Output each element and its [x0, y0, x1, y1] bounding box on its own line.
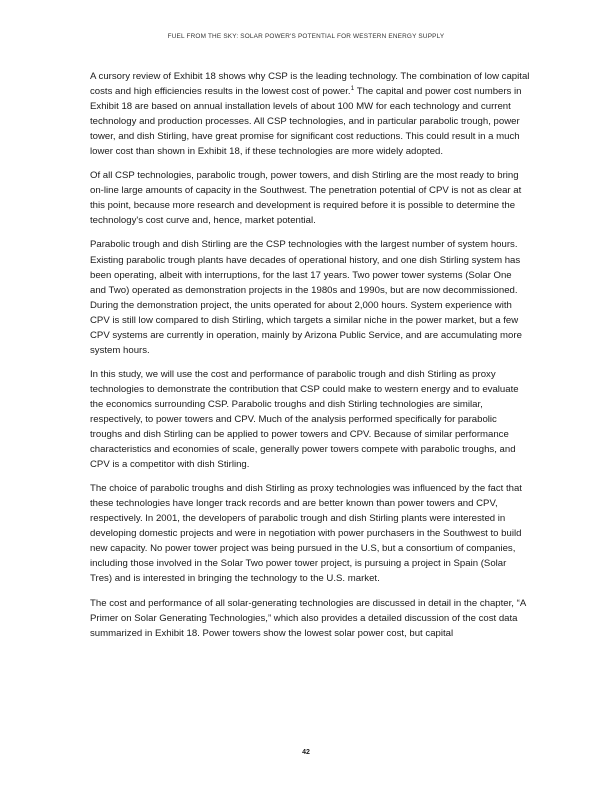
footnote-reference[interactable]: 1 [350, 84, 355, 92]
paragraph-text: A cursory review of Exhibit 18 shows why CSP is the leading technology. The combination of low capital costs and high efficiencies results in the lowest cost of power. [90, 71, 530, 98]
running-header: FUEL FROM THE SKY: SOLAR POWER'S POTENTIAL FOR WESTERN ENERGY SUPPLY [167, 33, 445, 40]
paragraph-csp-leading [90, 69, 530, 159]
paragraph-system-hours: Parabolic trough and dish Stirling are the CSP technologies with the largest number of system hours. Existing parabolic trough plants have decades of operational history, and one dish Stirling system has been operating, albeit with interruptions, for the last 17 years. Two power tower systems (Solar One and Two) operated as demonstration projects in the 1980s and 1990s, but are now decommissioned. During the demonstration project, the units operated for about 2,000 hours. System experience with CPV is still low compared to dish Stirling, which targets a similar niche in the power market, but a few CPV systems are currently in operation, mainly by Arizona Public Service, and are accumulating more system hours. [90, 239, 522, 356]
paragraph-cost-performance: The cost and performance of all solar-generating technologies are discussed in detail in the chapter, “A Primer on Solar Generating Technologies,” which also provides a detailed discussion of the cost data summarized in Exhibit 18. Power towers show the lowest solar power cost, but capital [90, 597, 526, 639]
paragraph-text: The capital and power cost numbers in Exhibit 18 are based on annual installation levels of about 100 MW for each technology and current technology and production processes. All CSP technologies, and in particular parabolic trough, power tower, and dish Stirling, have great promise for significant cost reductions. This could result in a much lower cost than shown in Exhibit 18, if these technologies are more widely adopted. [90, 86, 522, 158]
paragraph-ready-technologies: Of all CSP technologies, parabolic trough, power towers, and dish Stirling are the most ready to bring on-line large amounts of capacity in the Southwest. The penetration potential of CPV is not as clear at this point, because more research and development is required before it is possible to determine the technology's cost curve and, hence, market potential. [90, 170, 522, 227]
page-number: 42 [302, 749, 310, 756]
body-text [90, 69, 530, 650]
paragraph-proxy-technologies: In this study, we will use the cost and performance of parabolic trough and dish Stirling as proxy technologies to demonstrate the contribution that CSP could make to western energy and to evaluate the economics surrounding CSP. Parabolic troughs and dish Stirling technologies are similar, respectively, to power towers and CPV. Much of the analysis performed specifically for parabolic troughs and dish Stirling can be applied to power towers and CPV. Because of similar performance characteristics and economies of scale, generally power towers compete with parabolic troughs, and CPV is a competitor with dish Stirling. [90, 368, 519, 471]
paragraph-proxy-choice: The choice of parabolic troughs and dish Stirling as proxy technologies was influenced by the fact that these technologies have longer track records and are better known than power towers and CPV, respectively. In 2001, the developers of parabolic trough and dish Stirling plants were interested in developing domestic projects and were in negotiation with power purchasers in the Southwest to build new capacity. No power tower project was being pursued in the U.S, but a consortium of companies, including those involved in the Solar Two power tower project, is pursuing a project in Spain (Solar Tres) and is interested in bringing the technology to the U.S. market. [90, 483, 522, 585]
